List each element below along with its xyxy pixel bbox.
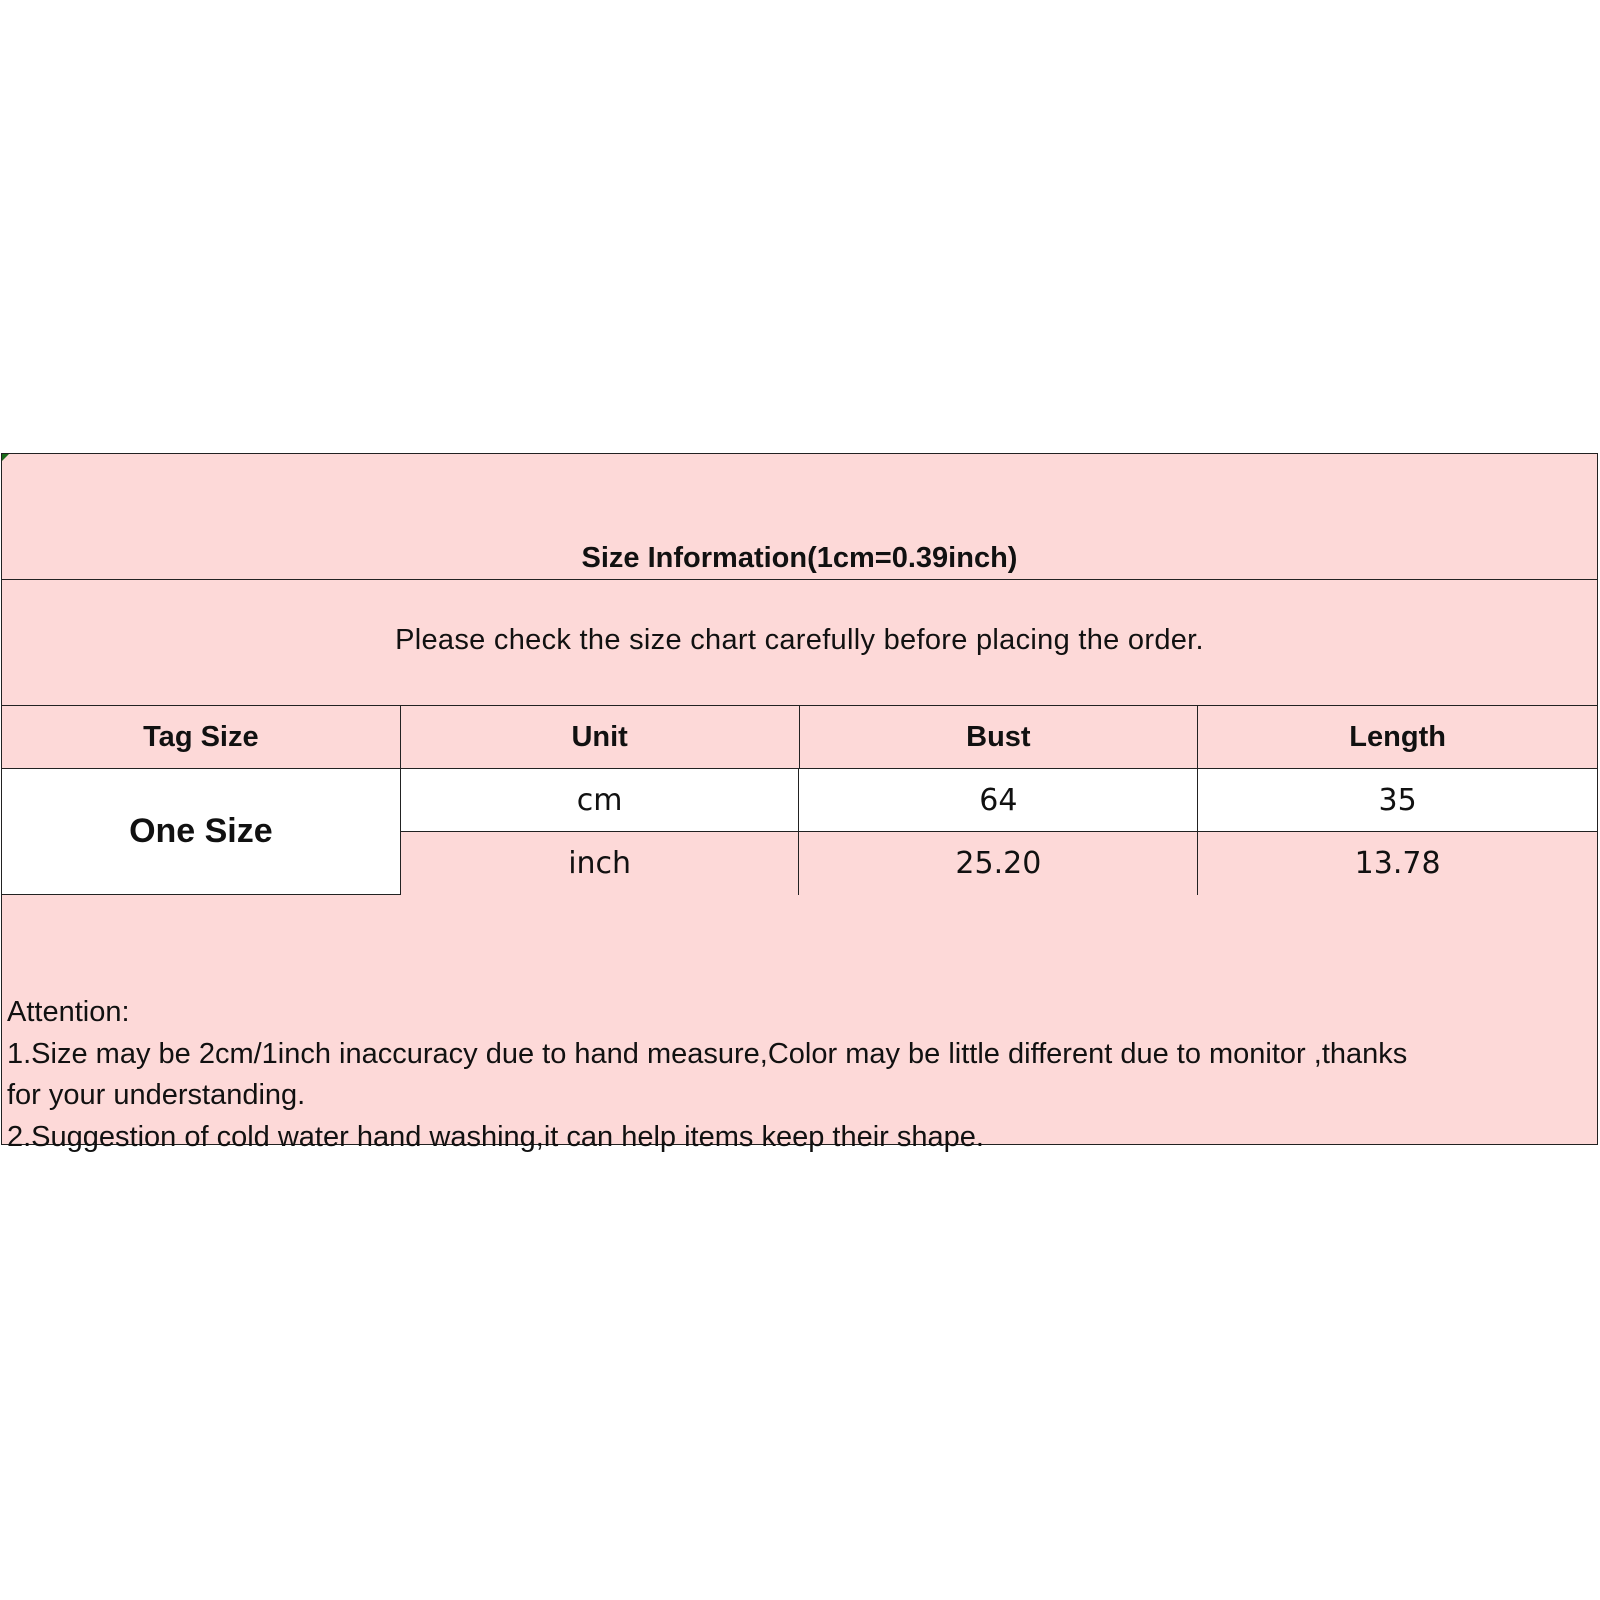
bust-cell: 25.20: [799, 832, 1198, 895]
table-row: [401, 769, 1597, 832]
header-bust: Bust: [800, 706, 1199, 768]
size-chart: [1, 453, 1598, 1153]
length-cell: 13.78: [1354, 846, 1441, 881]
attention-note-1-line-1: 1.Size may be 2cm/1inch inaccuracy due to hand measure,Color may be little different due to monitor ,thanks: [7, 1037, 1408, 1070]
notice-row: [2, 580, 1597, 706]
unit-cell: cm: [401, 769, 800, 831]
tag-size-cell: One Size: [2, 769, 401, 894]
attention-notes: [7, 992, 1577, 1158]
attention-heading: Attention:: [7, 996, 130, 1028]
header-tag-size: Tag Size: [2, 706, 401, 768]
table-row: [401, 832, 1597, 895]
attention-note-1-line-2: for your understanding.: [7, 1079, 306, 1111]
header-length: Length: [1349, 720, 1446, 753]
table-data: [2, 769, 1597, 895]
header-unit: Unit: [401, 706, 800, 768]
table-header-row: [2, 706, 1597, 769]
attention-note-2: 2.Suggestion of cold water hand washing,it can help items keep their shape.: [7, 1120, 984, 1153]
unit-cell: inch: [401, 832, 800, 895]
title-row: [2, 454, 1597, 580]
bust-cell: 64: [799, 769, 1198, 831]
size-chart-title: Size Information(1cm=0.39inch): [581, 542, 1018, 574]
length-cell: 35: [1378, 782, 1417, 818]
size-chart-notice: Please check the size chart carefully before placing the order.: [395, 624, 1204, 656]
